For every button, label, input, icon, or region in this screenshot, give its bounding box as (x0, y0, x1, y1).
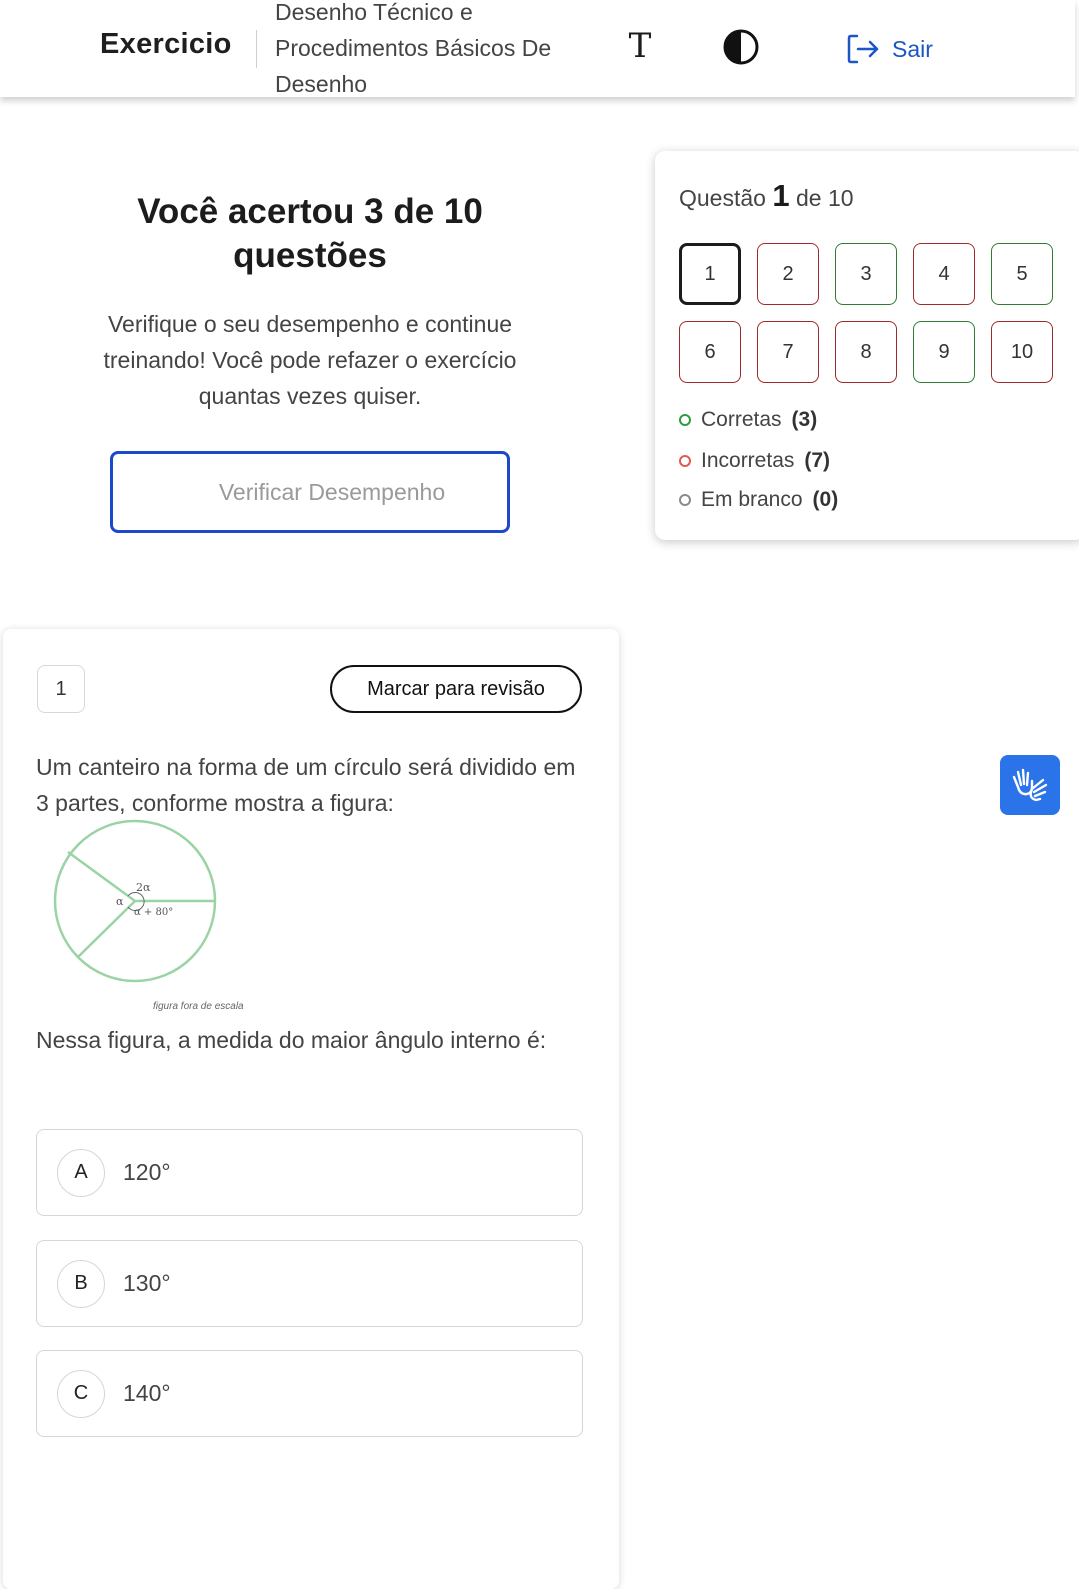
figure-label-2a: 2α (136, 881, 151, 894)
text-size-icon (622, 26, 658, 66)
sign-language-hands-icon (1010, 765, 1050, 805)
question-nav-3[interactable]: 3 (835, 243, 897, 305)
option-text: 120° (123, 1159, 171, 1185)
question-nav-6[interactable]: 6 (679, 321, 741, 383)
result-description: Verifique o seu desempenho e continue treinando! Você pode refazer o exercício quantas vezes quiser. (103, 311, 517, 409)
option-text: 140° (123, 1380, 171, 1406)
blank-dot-icon (679, 494, 691, 506)
question-navigation-card (655, 151, 1079, 540)
option-c[interactable] (36, 1350, 583, 1437)
mark-for-review-button[interactable] (330, 665, 582, 713)
course-name: Desenho Técnico e Procedimentos Básicos De Desenho (275, 0, 552, 97)
question-prompt: Nessa figura, a medida do maior ângulo interno é: (36, 1027, 547, 1053)
question-number: 1 (37, 665, 85, 713)
verify-performance-button[interactable] (110, 451, 510, 533)
font-size-button[interactable] (622, 26, 658, 66)
logout-icon (846, 33, 880, 65)
contrast-button[interactable] (722, 28, 760, 66)
svg-text:T: T (628, 26, 652, 66)
option-text: 130° (123, 1270, 171, 1296)
option-b[interactable] (36, 1240, 583, 1327)
option-letter: C (57, 1370, 105, 1418)
question-nav-8[interactable]: 8 (835, 321, 897, 383)
incorrect-dot-icon (679, 455, 691, 467)
circle-figure (48, 819, 278, 1017)
question-nav-7[interactable]: 7 (757, 321, 819, 383)
logout-label: Sair (892, 35, 933, 62)
counter-prefix: Questão (679, 185, 766, 211)
header-divider (256, 30, 257, 68)
question-statement: Um canteiro na forma de um círculo será dividido em 3 partes, conforme mostra a figura: (36, 754, 576, 816)
legend-blank-count: (0) (812, 488, 839, 511)
question-nav-1[interactable]: 1 (679, 243, 741, 305)
question-counter (679, 178, 854, 214)
correct-dot-icon (679, 414, 691, 426)
result-title: Você acertou 3 de 10 questões (137, 192, 483, 275)
brand-title: Exercicio (100, 28, 232, 60)
question-nav-9[interactable]: 9 (913, 321, 975, 383)
legend-blank-label: Em branco (701, 488, 803, 511)
question-nav-10[interactable]: 10 (991, 321, 1053, 383)
legend-incorrect-count: (7) (804, 449, 831, 472)
sign-language-button[interactable] (1000, 755, 1060, 815)
verify-performance-label: Verificar Desempenho (218, 478, 446, 505)
logout-button[interactable] (846, 30, 933, 68)
legend-correct (679, 408, 817, 432)
figure-caption: figura fora de escala (153, 1001, 244, 1012)
legend-correct-label: Corretas (701, 408, 782, 431)
question-nav-2[interactable]: 2 (757, 243, 819, 305)
question-nav-4[interactable]: 4 (913, 243, 975, 305)
legend-incorrect (679, 449, 830, 473)
legend-blank (679, 488, 838, 512)
legend-incorrect-label: Incorretas (701, 449, 795, 472)
legend-correct-count: (3) (791, 408, 818, 431)
counter-suffix: de 10 (795, 185, 854, 211)
contrast-icon (722, 28, 760, 66)
option-a[interactable] (36, 1129, 583, 1216)
counter-current: 1 (772, 178, 790, 213)
figure-label-a: α (116, 895, 124, 908)
option-letter: A (57, 1149, 105, 1197)
option-letter: B (57, 1260, 105, 1308)
mark-for-review-label: Marcar para revisão (367, 677, 545, 700)
figure-label-a80: α + 80° (134, 907, 174, 918)
top-bar (0, 0, 1075, 97)
question-card (3, 629, 619, 1589)
question-nav-5[interactable]: 5 (991, 243, 1053, 305)
